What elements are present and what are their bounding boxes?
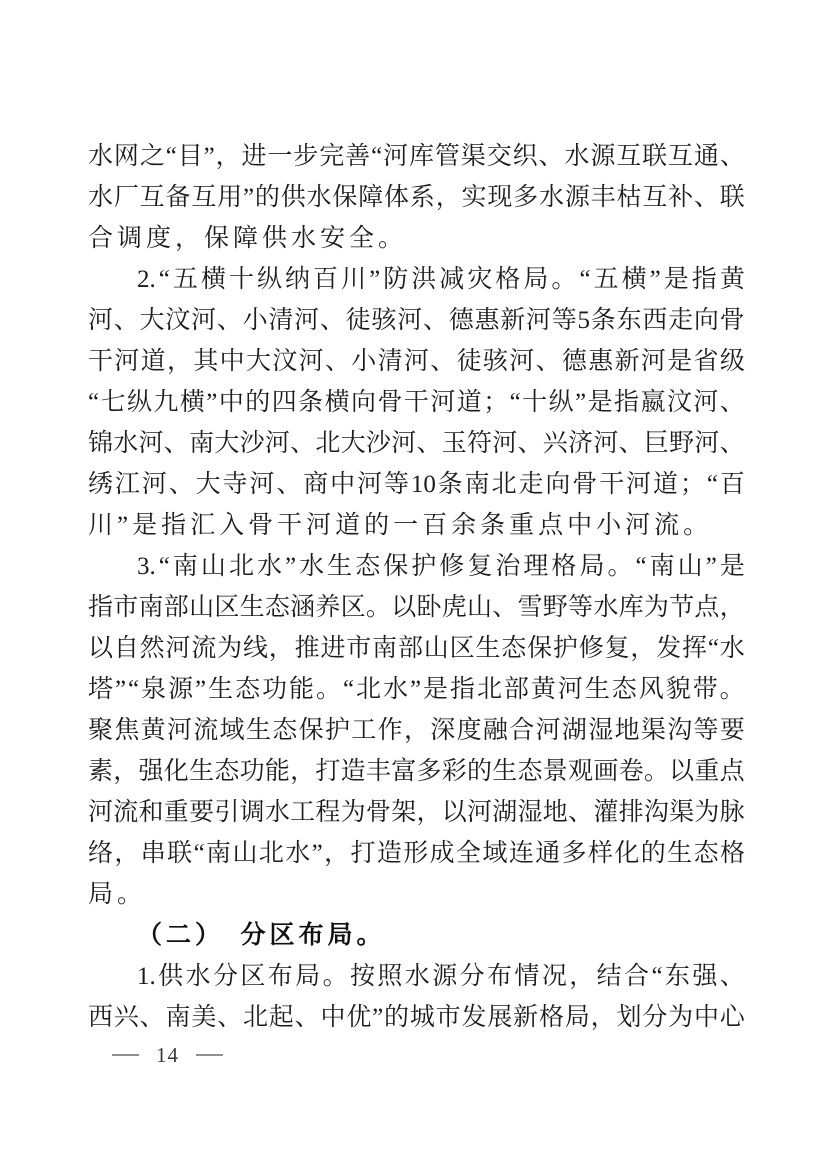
page-number: 14 [156,1042,179,1067]
text-line: 绣 江 河 、 大 寺 河 、 商 中 河 等 10 条 南 北 走 向 骨 干 河 道 ； “ 百 [88,471,745,498]
text-line: 以 自 然 河 流 为 线 ， 推 进 市 南 部 山 区 生 态 保 护 修 复 ， 发 挥 “ 水 [88,635,745,662]
page-footer [112,1042,223,1068]
text-line: “ 七 纵 九 横 ” 中 的 四 条 横 向 骨 干 河 道 ； “ 十 纵 ” 是 指 嬴 汶 河 、 [88,389,745,416]
text-line: 锦 水 河 、 南 大 沙 河 、 北 大 沙 河 、 玉 符 河 、 兴 济 河 、 巨 野 河 、 [88,430,745,457]
text-line: 西 兴 、 南 美 、 北 起 、 中 优 ” 的 城 市 发 展 新 格 局 ， 划 分 为 中 心 [88,1004,745,1031]
section-heading: （二） 分区布局。 [137,922,386,949]
text-line: 素 ， 强 化 生 态 功 能 ， 打 造 丰 富 多 彩 的 生 态 景 观 画 卷 。 以 重 点 [88,758,745,785]
text-line: 塔 ” “ 泉 源 ” 生 态 功 能 。 “ 北 水 ” 是 指 北 部 黄 河 生 态 风 貌 带 。 [88,676,745,703]
text-line: 局。 [88,881,147,908]
text-line: 河 、 大 汶 河 、 小 清 河 、 徒 骇 河 、 德 惠 新 河 等 5 条 东 西 走 向 骨 [88,307,745,334]
text-line: 聚 焦 黄 河 流 域 生 态 保 护 工 作 ， 深 度 融 合 河 湖 湿 地 渠 沟 等 要 [88,717,745,744]
text-line: 1. 供 水 分 区 布 局 。 按 照 水 源 分 布 情 况 ， 结 合 “ 东 强 、 [137,963,745,990]
text-line: 络 ， 串 联 “ 南 山 北 水 ” ， 打 造 形 成 全 域 连 通 多 样 化 的 生 态 格 [88,840,745,867]
text-line: 河 流 和 重 要 引 调 水 工 程 为 骨 架 ， 以 河 湖 湿 地 、 灌 排 沟 渠 为 脉 [88,799,745,826]
text-line: 水 厂 互 备 互 用 ” 的 供 水 保 障 体 系 ， 实 现 多 水 源 丰 枯 互 补 、 联 [88,184,745,211]
text-line: 川”是指汇入骨干河道的一百余条重点中小河流。 [88,512,713,539]
text-line: 水 网 之 “ 目 ” ， 进 一 步 完 善 “ 河 库 管 渠 交 织 、 水 源 互 联 互 通 、 [88,143,745,170]
text-line: 合调度，保障供水安全。 [88,225,408,252]
text-line: 2. “ 五 横 十 纵 纳 百 川 ” 防 洪 减 灾 格 局 。 “ 五 横 ” 是 指 黄 [137,266,745,293]
text-line: 干 河 道 ， 其 中 大 汶 河 、 小 清 河 、 徒 骇 河 、 德 惠 新 河 是 省 级 [88,348,745,375]
document-body [88,136,745,1038]
footer-dash-left-icon [112,1054,139,1056]
text-line: 3. “ 南 山 北 水 ” 水 生 态 保 护 修 复 治 理 格 局 。 “ 南 山 ” 是 [137,553,745,580]
text-line: 指 市 南 部 山 区 生 态 涵 养 区 。 以 卧 虎 山 、 雪 野 等 水 库 为 节 点 ， [88,594,745,621]
footer-dash-right-icon [196,1054,223,1056]
